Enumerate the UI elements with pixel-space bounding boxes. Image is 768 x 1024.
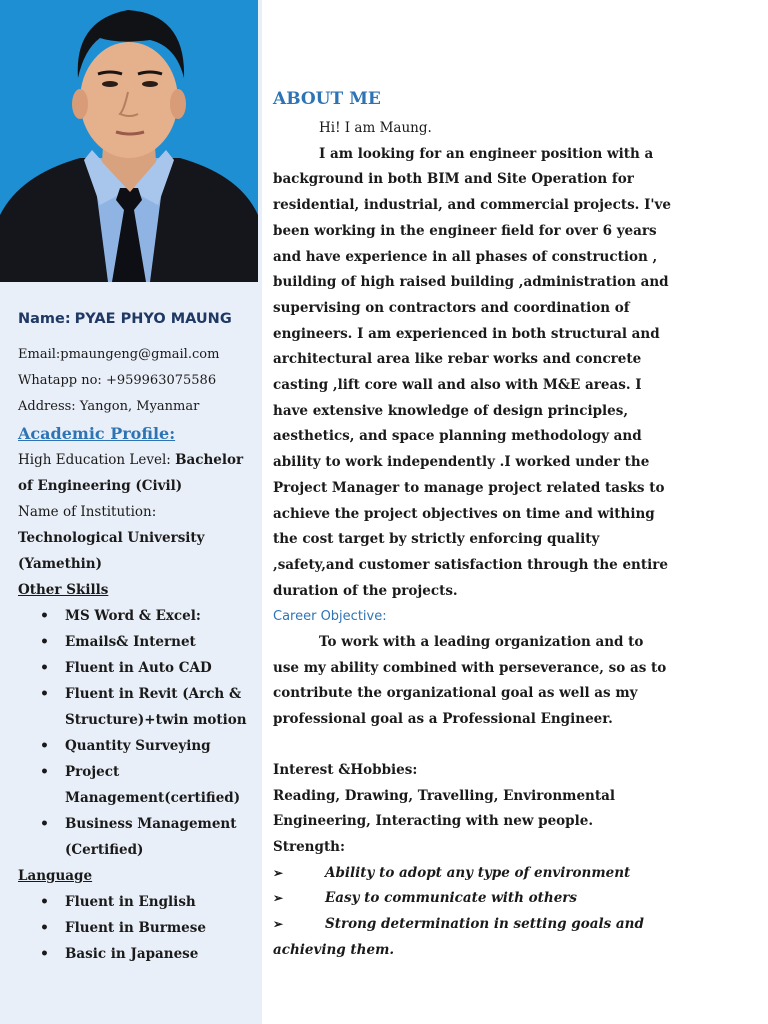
about-me-heading: ABOUT ME xyxy=(273,89,381,109)
education-level xyxy=(18,447,254,499)
strength-heading: Strength: xyxy=(273,838,345,855)
sidebar-content xyxy=(18,306,254,967)
education-label: High Education Level: xyxy=(18,452,176,468)
arrow-bullet-icon: ➢ xyxy=(273,865,284,880)
arrow-bullet-icon: ➢ xyxy=(273,891,284,906)
main-content xyxy=(273,86,673,964)
skills-list xyxy=(18,603,254,863)
skill-item: • Fluent in Revit (Arch & Structure)+twin motion xyxy=(18,681,254,733)
institution-value: Technological University (Yamethin) xyxy=(18,530,205,572)
skill-item: • Quantity Surveying xyxy=(18,733,254,759)
strength-text: Easy to communicate with others xyxy=(325,890,578,907)
spacer xyxy=(273,733,673,758)
whatsapp-line: Whatapp no: +959963075586 xyxy=(18,373,217,388)
skill-item: • Business Management (Certified) xyxy=(18,811,254,863)
language-item: • Fluent in English xyxy=(18,889,254,915)
language-heading: Language xyxy=(18,868,93,884)
skill-item: • Fluent in Auto CAD xyxy=(18,655,254,681)
education-value: Bachelor of Engineering (Civil) xyxy=(18,452,244,494)
skill-item: • Emails& Internet xyxy=(18,629,254,655)
name-line xyxy=(18,306,254,332)
strength-text: Strong determination in setting goals and achieving them. xyxy=(273,916,644,958)
language-item: • Basic in Japanese xyxy=(18,941,254,967)
other-skills-heading: Other Skills xyxy=(18,582,109,598)
academic-profile-heading: Academic Profile: xyxy=(18,424,176,443)
arrow-bullet-icon: ➢ xyxy=(273,917,284,932)
strength-item xyxy=(273,886,673,912)
career-body: To work with a leading organization and to use my ability combined with perseverance, so as to contribute the organizational goal as well as my professional goal as a Professional Engineer. xyxy=(273,634,667,728)
language-list xyxy=(18,889,254,967)
strength-text: Ability to adopt any type of environment xyxy=(325,864,631,881)
strength-item xyxy=(273,861,673,887)
skill-item: • Project Management(certified) xyxy=(18,759,254,811)
institution-label: Name of Institution: xyxy=(18,504,157,520)
name-label: Name: xyxy=(18,311,71,327)
about-body: I am looking for an engineer position with a background in both BIM and Site Operation for residential, industrial, and commercial projects. I've been working in the engineer field for over 6 years and have experience in all phases of construction , building of high raised building ,administration and supervising on contractors and coordination of engineers. I am experienced in both structural and architectural area like rebar works and concrete casting ,lift core wall and also with M&E areas. I have extensive knowledge of design principles, aesthetics, and space planning methodology and ability to work independently .I worked under the Project Manager to manage project related tasks to achieve the project objectives on time and withing the cost target by strictly enforcing quality ,safety,and customer satisfaction through the entire duration of the projects. xyxy=(273,145,671,599)
language-item: • Fluent in Burmese xyxy=(18,915,254,941)
full-name: PYAE PHYO MAUNG xyxy=(74,311,232,327)
strength-item xyxy=(273,912,673,963)
address-line: Address: Yangon, Myanmar xyxy=(18,399,200,414)
profile-photo xyxy=(0,0,258,282)
greeting: Hi! I am Maung. xyxy=(319,120,432,136)
portrait-image xyxy=(0,0,258,282)
email-line: Email:pmaungeng@gmail.com xyxy=(18,347,220,362)
interests-body: Reading, Drawing, Travelling, Environmental Engineering, Interacting with new people. xyxy=(273,787,615,830)
interests-heading: Interest &Hobbies: xyxy=(273,761,418,778)
sidebar xyxy=(0,0,262,1024)
skill-item: • MS Word & Excel: xyxy=(18,603,254,629)
career-objective-heading: Career Objective: xyxy=(273,609,387,625)
